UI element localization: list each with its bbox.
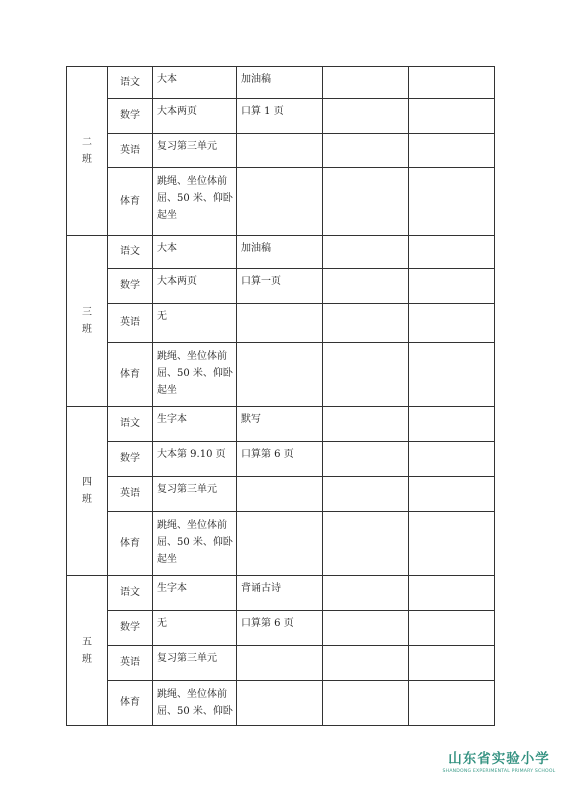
empty-cell [409, 611, 495, 646]
extra-cell [237, 681, 323, 726]
table-row [67, 99, 495, 134]
empty-cell [409, 168, 495, 236]
table-row [67, 681, 495, 726]
empty-cell [323, 304, 409, 343]
work-cell: 跳绳、坐位体前屈、50 米、仰卧起坐 [153, 343, 237, 407]
work-cell: 复习第三单元 [153, 646, 237, 681]
extra-cell [237, 304, 323, 343]
subject-cell: 体育 [108, 343, 153, 407]
work-cell: 生字本 [153, 407, 237, 442]
extra-cell: 口算 1 页 [237, 99, 323, 134]
table-row [67, 512, 495, 576]
empty-cell [409, 343, 495, 407]
extra-cell [237, 512, 323, 576]
work-cell: 跳绳、坐位体前屈、50 米、仰卧 [153, 681, 237, 726]
school-logo [438, 747, 560, 787]
subject-cell: 英语 [108, 646, 153, 681]
extra-cell [237, 343, 323, 407]
empty-cell [323, 611, 409, 646]
work-cell: 跳绳、坐位体前屈、50 米、仰卧起坐 [153, 168, 237, 236]
empty-cell [409, 646, 495, 681]
empty-cell [409, 477, 495, 512]
empty-cell [409, 99, 495, 134]
table-row [67, 646, 495, 681]
table-row [67, 343, 495, 407]
subject-cell: 英语 [108, 304, 153, 343]
empty-cell [323, 168, 409, 236]
empty-cell [323, 236, 409, 269]
table-row [67, 67, 495, 99]
empty-cell [323, 99, 409, 134]
extra-cell [237, 477, 323, 512]
class-label: 二 班 [67, 67, 108, 236]
table-row [67, 134, 495, 168]
table-row [67, 269, 495, 304]
work-cell: 大本 [153, 67, 237, 99]
work-cell: 大本两页 [153, 99, 237, 134]
extra-cell: 口算第 6 页 [237, 442, 323, 477]
empty-cell [323, 269, 409, 304]
extra-cell [237, 646, 323, 681]
empty-cell [409, 512, 495, 576]
empty-cell [409, 304, 495, 343]
work-cell: 复习第三单元 [153, 477, 237, 512]
subject-cell: 数学 [108, 99, 153, 134]
extra-cell [237, 134, 323, 168]
work-cell: 跳绳、坐位体前屈、50 米、仰卧起坐 [153, 512, 237, 576]
table-row [67, 477, 495, 512]
class-label: 四 班 [67, 407, 108, 576]
empty-cell [323, 646, 409, 681]
empty-cell [323, 343, 409, 407]
subject-cell: 数学 [108, 269, 153, 304]
empty-cell [409, 67, 495, 99]
work-cell: 生字本 [153, 576, 237, 611]
subject-cell: 数学 [108, 442, 153, 477]
empty-cell [323, 576, 409, 611]
extra-cell [237, 168, 323, 236]
empty-cell [323, 407, 409, 442]
subject-cell: 体育 [108, 512, 153, 576]
work-cell: 大本第 9.10 页 [153, 442, 237, 477]
empty-cell [409, 442, 495, 477]
work-cell: 大本 [153, 236, 237, 269]
empty-cell [323, 442, 409, 477]
subject-cell: 语文 [108, 407, 153, 442]
extra-cell: 口算第 6 页 [237, 611, 323, 646]
empty-cell [323, 67, 409, 99]
empty-cell [409, 681, 495, 726]
work-cell: 无 [153, 611, 237, 646]
table-row [67, 576, 495, 611]
table-row [67, 304, 495, 343]
subject-cell: 数学 [108, 611, 153, 646]
extra-cell: 默写 [237, 407, 323, 442]
table-row [67, 442, 495, 477]
school-name-en: SHANDONG EXPERIMENTAL PRIMARY SCHOOL [442, 769, 556, 774]
extra-cell: 加油稿 [237, 67, 323, 99]
extra-cell: 背诵古诗 [237, 576, 323, 611]
table-row [67, 168, 495, 236]
empty-cell [323, 134, 409, 168]
empty-cell [409, 576, 495, 611]
table-row [67, 407, 495, 442]
subject-cell: 语文 [108, 67, 153, 99]
table-row [67, 611, 495, 646]
subject-cell: 体育 [108, 681, 153, 726]
empty-cell [409, 236, 495, 269]
empty-cell [323, 512, 409, 576]
work-cell: 复习第三单元 [153, 134, 237, 168]
empty-cell [323, 681, 409, 726]
work-cell: 大本两页 [153, 269, 237, 304]
extra-cell: 加油稿 [237, 236, 323, 269]
subject-cell: 英语 [108, 477, 153, 512]
subject-cell: 语文 [108, 576, 153, 611]
class-label: 五 班 [67, 576, 108, 726]
table-row [67, 236, 495, 269]
school-name-cn: 山东省实验小学 [448, 751, 550, 767]
subject-cell: 体育 [108, 168, 153, 236]
subject-cell: 语文 [108, 236, 153, 269]
empty-cell [409, 269, 495, 304]
work-cell: 无 [153, 304, 237, 343]
empty-cell [409, 407, 495, 442]
homework-table [66, 66, 495, 726]
empty-cell [409, 134, 495, 168]
subject-cell: 英语 [108, 134, 153, 168]
empty-cell [323, 477, 409, 512]
class-label: 三 班 [67, 236, 108, 407]
extra-cell: 口算一页 [237, 269, 323, 304]
